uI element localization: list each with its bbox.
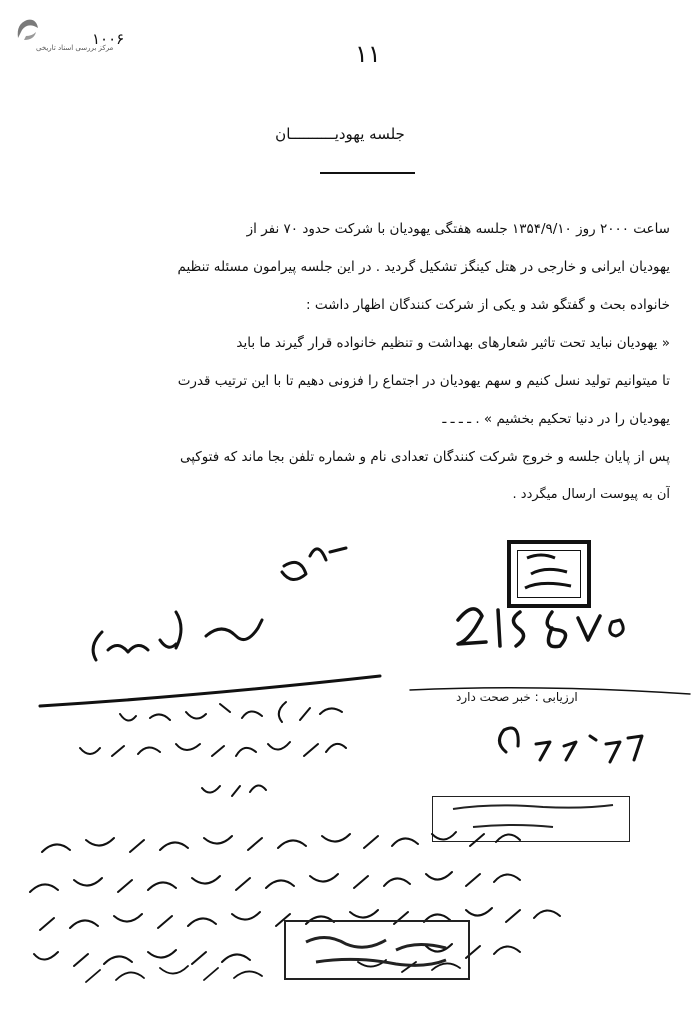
report-line: « یهودیان نباید تحت تاثیر شعارهای بهداشت و تنظیم خانواده قرار گیرند ما باید	[236, 335, 670, 351]
report-line: پس از پایان جلسه و خروج شرکت کنندگان تعدادی نام و شماره تلفن بجا ماند که فتوکپی	[179, 449, 670, 465]
report-line: آن به پیوست ارسال میگردد .	[512, 487, 670, 502]
report-line: خانواده بحث و گفتگو شد و یکی از شرکت کنندگان اظهار داشت :	[306, 297, 670, 313]
evaluation-note: ارزیابی : خبر صحت دارد	[456, 690, 578, 704]
report-line: یهودیان را در دنیا تحکیم بخشیم » . ـ ـ ـ ـ	[442, 411, 670, 427]
document-title: جلسه یهودیــــــــــان	[275, 125, 405, 143]
bottom-stamp	[284, 920, 470, 980]
archive-logo-text: مرکز بررسی اسناد تاریخی	[36, 44, 114, 52]
report-line: تا میتوانیم تولید نسل کنیم و سهم یهودیان در اجتماع را فزونی دهیم تا با این ترتیب قدرت	[177, 373, 670, 389]
page-number: ۱۱	[355, 40, 381, 68]
report-line: ساعت ۲۰۰۰ روز ۱۳۵۴/۹/۱۰ جلسه هفتگی یهودیان با شرکت حدود ۷۰ نفر از	[246, 221, 670, 237]
document-number: ۱۰۰۶	[92, 30, 125, 48]
report-line: یهودیان ایرانی و خارجی در هتل کینگز تشکیل گردید . در این جلسه پیرامون مسئله تنظیم	[177, 259, 670, 275]
